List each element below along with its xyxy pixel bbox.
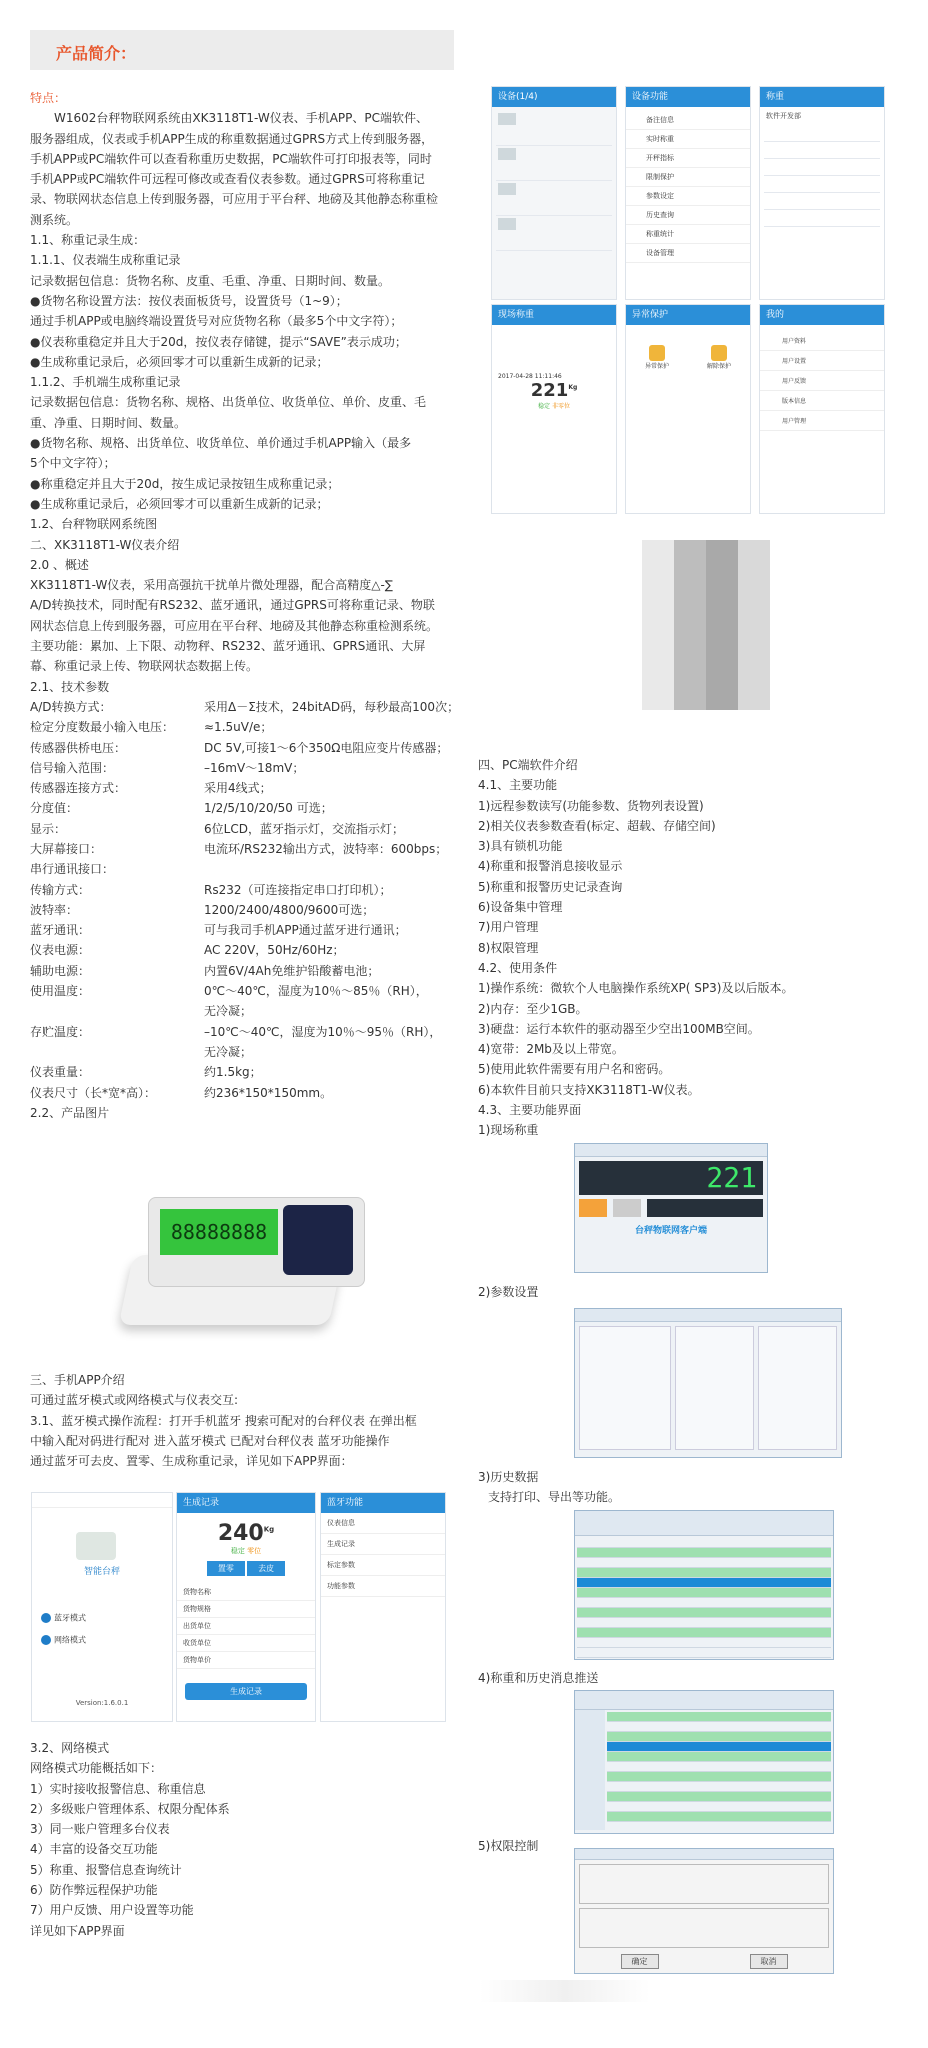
- spec-row: [30, 819, 462, 839]
- function-item[interactable]: 历史查询: [626, 206, 750, 225]
- menu-item[interactable]: 网络模式: [54, 1635, 86, 1645]
- spec-key: 大屏幕接口：: [30, 841, 103, 856]
- spec-row: [30, 717, 462, 737]
- spec-value: 约1.5kg；: [204, 1065, 262, 1080]
- device-thumb: [498, 218, 516, 230]
- record-form: [177, 1584, 315, 1669]
- spec-key: 使用温度：: [30, 984, 91, 999]
- function-item[interactable]: 限制保护: [626, 168, 750, 187]
- cancel-button[interactable]: 取消: [750, 1954, 788, 1969]
- text-line: 可通过蓝牙模式或网络模式与仪表交互:: [30, 1393, 239, 1408]
- text-line: 5)称重和报警历史记录查询: [478, 879, 623, 894]
- text-line: 5个中文字符）；: [30, 456, 116, 471]
- function-item[interactable]: 称重统计: [626, 225, 750, 244]
- text-line: 6）防作弊远程保护功能: [30, 1883, 158, 1898]
- intro-line: 服务器组成，仪表或手机APP生成的称重数据通过GPRS方式上传到服务器，: [30, 131, 434, 146]
- spec-key: 传感器连接方式：: [30, 781, 127, 796]
- spec-key: [30, 1042, 204, 1062]
- text-line: 通过蓝牙可去皮、置零、生成称重记录，详见如下APP界面：: [30, 1454, 353, 1469]
- app-section: [30, 1370, 470, 1471]
- account-item[interactable]: 用户设置: [760, 351, 884, 371]
- spec-value: 采用Δ－Σ技术，24bitAD码，每秒最高100次；: [204, 699, 460, 714]
- function-item[interactable]: 实时称重: [626, 130, 750, 149]
- phone-device-functions: [625, 86, 751, 300]
- spec-key: 辅助电源：: [30, 963, 91, 978]
- screen-title: 称重: [760, 87, 884, 107]
- screen-title: 异常保护: [626, 305, 750, 325]
- phone-weighing: [759, 86, 885, 300]
- network-section: [30, 1738, 450, 1941]
- spec-key: A/D转换方式：: [30, 699, 112, 714]
- spec-row: [30, 900, 462, 920]
- spec-key: 检定分度数最小输入电压：: [30, 720, 175, 735]
- text-line: 1.2、台秤物联网系统图: [30, 517, 158, 532]
- text-line: ●仪表称重稳定并且大于20d，按仪表存储键，提示“SAVE”表示成功；: [30, 334, 407, 349]
- device-lcd: [160, 1209, 278, 1255]
- section-header: [30, 30, 454, 70]
- text-line: 2.1、技术参数: [30, 679, 110, 694]
- screen-title: 现场称重: [492, 305, 616, 325]
- text-line: 重、净重、日期时间、数量。: [30, 415, 187, 430]
- form-field-label[interactable]: 货物名称: [177, 1584, 315, 1601]
- account-item[interactable]: 用户管理: [760, 411, 884, 431]
- spec-key: 分度值：: [30, 801, 79, 816]
- text-line: 详见如下APP界面: [30, 1923, 125, 1938]
- zero-label: 零位: [247, 1547, 262, 1555]
- stable-label: 稳定: [538, 403, 551, 410]
- app-brand: 智能台秤: [83, 1567, 120, 1577]
- text-line: 1)远程参数读写(功能参数、货物列表设置): [478, 798, 704, 813]
- text-line: 3)历史数据: [478, 1470, 539, 1484]
- text-line: 4)宽带：2Mb及以上带宽。: [478, 1042, 624, 1057]
- pc-section: [478, 755, 918, 1141]
- section-1: [30, 230, 462, 697]
- spec-key: 传感器供桥电压：: [30, 740, 127, 755]
- text-line: 4.1、主要功能: [478, 778, 558, 793]
- spec-row: [30, 839, 462, 859]
- text-line: ●货物名称、规格、出货单位、收货单位、单价通过手机APP输入（最多: [30, 436, 412, 451]
- text-line: 1.1.1、仪表端生成称重记录: [30, 253, 181, 268]
- text-line: 网状态信息上传到服务器，可应用在平台秤、地磅及其他静态称重检测系统。: [30, 618, 439, 633]
- device-lcd-value: 88888888: [170, 1220, 268, 1244]
- account-item[interactable]: 版本信息: [760, 391, 884, 411]
- unprotect-button[interactable]: 解除保护: [706, 363, 731, 370]
- spec-value: Rs232（可连接指定串口打印机）；: [204, 882, 392, 897]
- zero-button[interactable]: 置零: [207, 1561, 245, 1576]
- text-line: 主要功能：累加、上下限、动物秤、RS232、蓝牙通讯、GPRS通讯、大屏: [30, 639, 426, 654]
- text-line: 5)权限控制: [478, 1839, 539, 1853]
- spec-row: [30, 758, 462, 778]
- scale-icon: [76, 1532, 116, 1560]
- phone-my-account: [759, 304, 885, 514]
- spec-value: 无冷凝；: [204, 1044, 253, 1059]
- spec-key: 仪表电源：: [30, 943, 91, 958]
- features-label: 特点：: [30, 91, 67, 105]
- spec-key: [30, 1001, 204, 1021]
- spec-row: [30, 1062, 462, 1082]
- text-line: ●称重稳定并且大于20d，按生成记录按钮生成称重记录；: [30, 476, 340, 491]
- text-line: 3)具有锁机功能: [478, 839, 563, 854]
- text-line: 四、PC端软件介绍: [478, 758, 578, 772]
- timestamp: 2017-04-28 11:11:46: [498, 373, 562, 380]
- function-item[interactable]: 设备管理: [626, 244, 750, 263]
- spec-value: 0℃～40℃，湿度为10％～85％（RH），: [204, 984, 428, 999]
- version-label: Version:1.6.0.1: [75, 1699, 129, 1707]
- spec-key: 信号输入范围：: [30, 760, 115, 775]
- pc-history-window: [574, 1510, 834, 1660]
- phone-live-weighing: [491, 304, 617, 514]
- stable-label: 稳定: [230, 1547, 245, 1555]
- intro-line: 手机APP或PC端软件可远程可修改或查看仪表参数。通过GPRS可将称重记: [30, 172, 425, 187]
- pc-tare-button[interactable]: [579, 1199, 607, 1217]
- text-line: 5）称重、报警信息查询统计: [30, 1862, 182, 1877]
- account-item[interactable]: 用户资料: [760, 331, 884, 351]
- screen-title: 设备(1/4): [492, 87, 616, 107]
- intro-line: W1602台秤物联网系统由XK3118T1-W仪表、手机APP、PC端软件、: [54, 111, 429, 126]
- spec-row: [30, 940, 462, 960]
- tare-button[interactable]: 去皮: [247, 1561, 285, 1576]
- weight-unit: Kg: [568, 384, 578, 391]
- text-line: 2)相关仪表参数查看(标定、超载、存储空间): [478, 818, 716, 833]
- pc-weight-display: 221: [579, 1161, 763, 1195]
- spec-value: 1200/2400/4800/9600可选；: [204, 902, 375, 917]
- text-line: 中输入配对码进行配对 进入蓝牙模式 已配对台秤仪表 蓝牙功能操作: [30, 1433, 390, 1448]
- screen-title: 设备功能: [626, 87, 750, 107]
- text-line: ●货物名称设置方法：按仪表面板货号，设置货号（1~9）；: [30, 293, 348, 308]
- ok-button[interactable]: 确定: [621, 1954, 659, 1969]
- spec-key: 波特率：: [30, 902, 79, 917]
- text-line: 3）同一账户管理多台仪表: [30, 1822, 170, 1837]
- screen-title: 我的: [760, 305, 884, 325]
- text-line: 记录数据包信息：货物名称、规格、出货单位、收货单位、单价、皮重、毛: [30, 395, 427, 410]
- text-line: 6)本软件目前只支持XK3118T1-W仪表。: [478, 1082, 700, 1097]
- menu-item[interactable]: 标定参数: [321, 1555, 445, 1576]
- pc-settings-window: [574, 1308, 842, 1458]
- form-field-label[interactable]: 货物规格: [177, 1601, 315, 1618]
- spec-key: 存贮温度：: [30, 1024, 91, 1039]
- text-line: 4)称重和报警消息接收显示: [478, 859, 623, 874]
- app-screen-home: [31, 1492, 173, 1722]
- menu-item[interactable]: 功能参数: [321, 1576, 445, 1597]
- left-column: [30, 88, 462, 1123]
- network-icon: [41, 1635, 51, 1645]
- text-line: 5)使用此软件需要有用户名和密码。: [478, 1062, 671, 1077]
- menu-item[interactable]: 生成记录: [321, 1534, 445, 1555]
- account-item[interactable]: 用户反馈: [760, 371, 884, 391]
- weight-value: 240: [217, 1521, 264, 1546]
- pc-zero-button[interactable]: [613, 1199, 641, 1217]
- text-line: 2）多级账户管理体系、权限分配体系: [30, 1801, 230, 1816]
- spec-value: DC 5V,可接1～6个350Ω电阻应变片传感器；: [204, 740, 449, 755]
- spec-value: –10℃～40℃，湿度为10％～95％（RH），: [204, 1024, 442, 1039]
- spec-value: 约236*150*150mm。: [204, 1085, 333, 1100]
- screen-title: 蓝牙功能: [321, 1493, 445, 1513]
- phone-abnormal-protection: [625, 304, 751, 514]
- spec-key: 传输方式：: [30, 882, 91, 897]
- spec-row: [30, 1042, 462, 1062]
- spec-value: AC 220V，50Hz/60Hz；: [204, 943, 345, 958]
- text-line: 2)内存：至少1GB。: [478, 1001, 588, 1016]
- spec-value: 采用4线式；: [204, 781, 272, 796]
- text-line: 幕、称重记录上传、物联网状态数据上传。: [30, 659, 259, 674]
- app-screen-record: [176, 1492, 316, 1722]
- text-line: A/D转换技术，同时配有RS232、蓝牙通讯，通过GPRS可将称重记录、物联: [30, 598, 435, 613]
- spec-row: [30, 778, 462, 798]
- text-line: 通过手机APP或电脑终端设置货号对应货物名称（最多5个中文字符）；: [30, 314, 403, 329]
- weight-value: 221: [530, 380, 569, 401]
- spec-row: [30, 981, 462, 1001]
- weight-unit: Kg: [263, 1525, 275, 1534]
- zero-label: 非零位: [551, 403, 570, 410]
- function-item[interactable]: 开秤指标: [626, 149, 750, 168]
- generate-record-button[interactable]: 生成记录: [185, 1683, 307, 1700]
- pc-permission-window: [574, 1848, 834, 1974]
- pc-heading-4: [478, 1668, 598, 1688]
- text-line: 1.1、称重记录生成：: [30, 233, 146, 248]
- text-line: ●生成称重记录后，必须回零才可以重新生成新的记录；: [30, 354, 329, 369]
- section-title: 产品简介：: [56, 44, 137, 63]
- form-field-label[interactable]: 出货单位: [177, 1618, 315, 1635]
- text-line: 8)权限管理: [478, 940, 539, 955]
- spec-value: 6位LCD，蓝牙指示灯，交流指示灯；: [204, 821, 404, 836]
- spec-key: 仪表重量：: [30, 1065, 91, 1080]
- screen-title: 生成记录: [177, 1493, 315, 1513]
- text-line: 3.2、网络模式: [30, 1741, 110, 1755]
- unlock-icon: [711, 345, 727, 361]
- intro-line: 测系统。: [30, 212, 79, 227]
- text-line: 2)参数设置: [478, 1285, 539, 1299]
- spec-row: [30, 961, 462, 981]
- text-line: ●生成称重记录后，必须回零才可以重新生成新的记录；: [30, 496, 329, 511]
- spec-table: [30, 697, 462, 1103]
- device-thumb: [498, 183, 516, 195]
- pc-heading-2: [478, 1282, 538, 1302]
- text-line: 7）用户反馈、用户设置等功能: [30, 1903, 194, 1918]
- pc-heading-5: [478, 1836, 538, 1856]
- spec-value: ≈1.5uV/e；: [204, 720, 273, 735]
- spec-value: 无冷凝；: [204, 1004, 253, 1019]
- spec-row: [30, 1001, 462, 1021]
- spec-value: –16mV～18mV；: [204, 760, 305, 775]
- device-name: 软件开发部: [766, 112, 801, 120]
- product-photo-heading: 2.2、产品图片: [30, 1105, 110, 1120]
- text-line: 2.0 、概述: [30, 557, 89, 572]
- device-thumb: [498, 148, 516, 160]
- text-line: 支持打印、导出等功能。: [488, 1490, 621, 1505]
- text-line: 3.1、蓝牙模式操作流程：打开手机蓝牙 搜索可配对的台秤仪表 在弹出框: [30, 1413, 417, 1428]
- text-line: 4)称重和历史消息推送: [478, 1671, 599, 1685]
- account-menu: [760, 325, 884, 431]
- pc-push-window: [574, 1690, 834, 1834]
- spec-key: 仪表尺寸（长*宽*高）：: [30, 1085, 157, 1100]
- text-line: 网络模式功能概括如下：: [30, 1761, 163, 1776]
- spec-value: 电流环/RS232输出方式，波特率：600bps；: [204, 841, 448, 856]
- bluetooth-menu: [321, 1513, 445, 1597]
- text-line: 1.1.2、手机端生成称重记录: [30, 375, 181, 390]
- intro-line: 录、物联网状态信息上传到服务器，可应用于平台秤、地磅及其他静态称重检: [30, 192, 439, 207]
- spec-row: [30, 697, 462, 717]
- text-line: 4.2、使用条件: [478, 960, 558, 975]
- text-line: 7)用户管理: [478, 920, 539, 935]
- spec-row: [30, 859, 462, 879]
- spec-value: 内置6V/4Ah免维护铅酸蓄电池；: [204, 963, 380, 978]
- spec-row: [30, 738, 462, 758]
- text-line: 3)硬盘：运行本软件的驱动器至少空出100MB空间。: [478, 1021, 760, 1036]
- spec-key: 串行通讯接口：: [30, 862, 115, 877]
- lock-icon: [649, 345, 665, 361]
- phone-device-list: [491, 86, 617, 300]
- form-field-label[interactable]: 收货单位: [177, 1635, 315, 1652]
- spec-row: [30, 880, 462, 900]
- faded-footer: [480, 1980, 650, 2002]
- text-line: XK3118T1-W仪表，采用高强抗干扰单片微处理器，配合高精度△-∑: [30, 578, 393, 593]
- bluetooth-icon: [41, 1613, 51, 1623]
- pc-banner: 台秤物联网客户端: [634, 1226, 707, 1236]
- menu-item[interactable]: 蓝牙模式: [54, 1613, 86, 1623]
- text-line: 1）实时接收报警信息、称重信息: [30, 1781, 206, 1796]
- device-thumb: [498, 113, 516, 125]
- blurred-qr-image: [642, 540, 770, 710]
- text-line: 1)现场称重: [478, 1123, 539, 1138]
- text-line: 6)设备集中管理: [478, 900, 563, 915]
- spec-key: 蓝牙通讯：: [30, 923, 91, 938]
- device-photo: [118, 1195, 368, 1330]
- spec-value: 可与我司手机APP通过蓝牙进行通讯；: [204, 923, 407, 938]
- pc-live-weighing-window: [574, 1143, 768, 1273]
- spec-row: [30, 1022, 462, 1042]
- device-keypad: [283, 1205, 353, 1275]
- spec-row: [30, 920, 462, 940]
- function-item[interactable]: 参数设定: [626, 187, 750, 206]
- text-line: 记录数据包信息：货物名称、皮重、毛重、净重、日期时间、数量。: [30, 273, 391, 288]
- text-line: 4.3、主要功能界面: [478, 1103, 582, 1118]
- spec-row: [30, 1083, 462, 1103]
- intro-line: 手机APP或PC端软件可以查看称重历史数据，PC端软件可打印报表等，同时: [30, 151, 432, 166]
- text-line: 4）丰富的设备交互功能: [30, 1842, 158, 1857]
- function-item[interactable]: 备注信息: [626, 111, 750, 130]
- menu-item[interactable]: 仪表信息: [321, 1513, 445, 1534]
- spec-row: [30, 798, 462, 818]
- spec-value: 1/2/5/10/20/50 可选；: [204, 801, 333, 816]
- pc-heading-3: [478, 1467, 620, 1508]
- protect-button[interactable]: 异常保护: [644, 363, 669, 370]
- function-list: [626, 107, 750, 263]
- text-line: 三、手机APP介绍: [30, 1373, 125, 1387]
- text-line: 1)操作系统：微软个人电脑操作系统XP( SP3)及以后版本。: [478, 981, 794, 996]
- spec-key: 显示：: [30, 821, 67, 836]
- text-line: 二、XK3118T1-W仪表介绍: [30, 537, 180, 552]
- app-screen-bluetooth: [320, 1492, 446, 1722]
- form-field-label[interactable]: 货物单价: [177, 1652, 315, 1669]
